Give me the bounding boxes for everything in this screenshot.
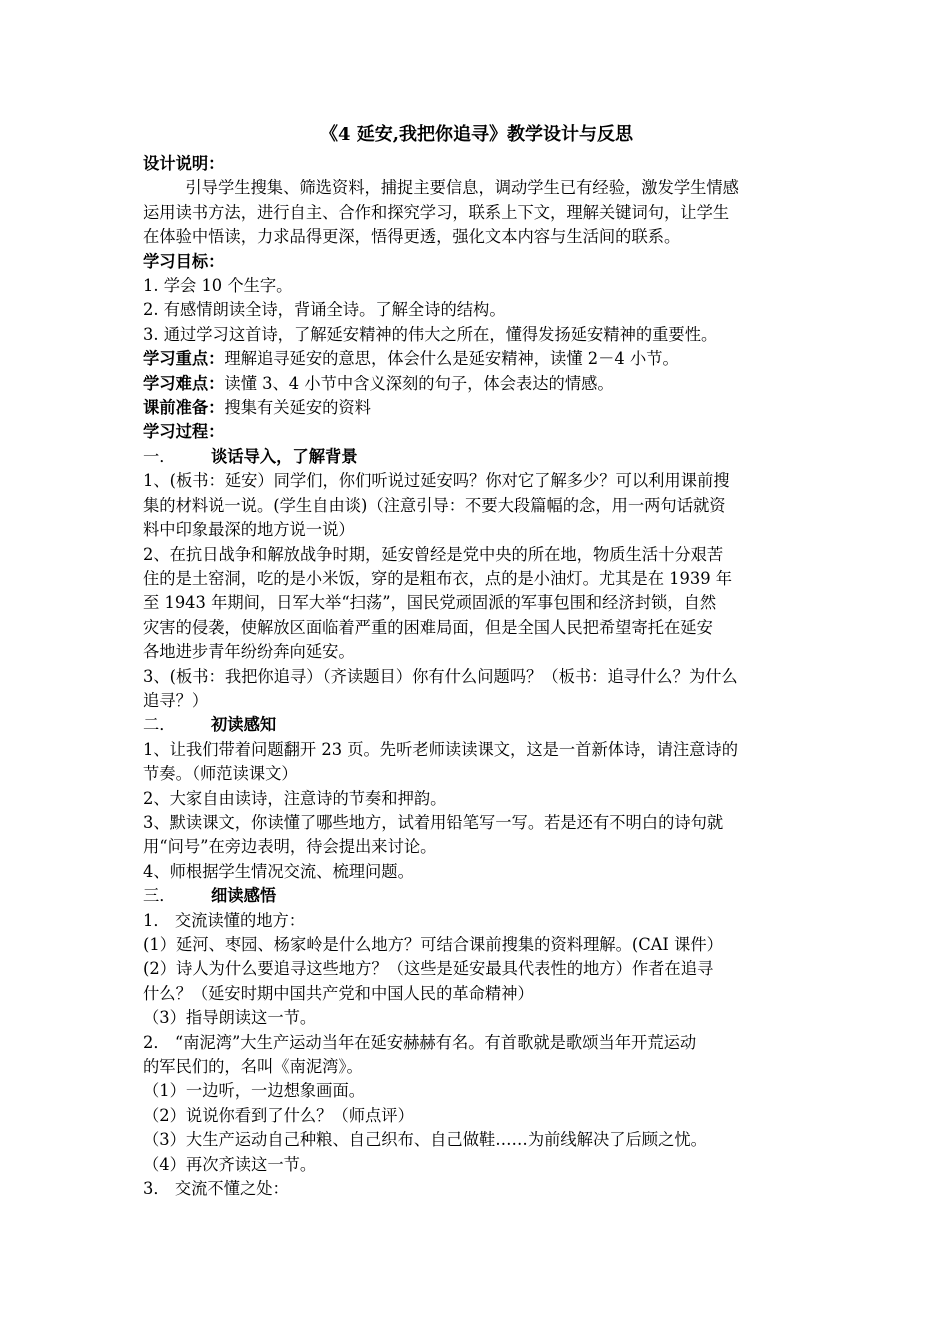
objective-item: 2. 有感情朗读全诗，背诵全诗。了解全诗的结构。 — [143, 300, 506, 320]
paragraph-line: (2）诗人为什么要追寻这些地方？（这些是延安最具代表性的地方）作者在追寻 — [143, 959, 714, 979]
section-number: 三． — [143, 886, 176, 906]
section-title: 初读感知 — [211, 715, 277, 735]
paragraph-line: （4）再次齐读这一节。 — [143, 1154, 317, 1174]
difficulties-label: 学习难点： — [143, 373, 225, 393]
paragraph-line: 至 1943 年期间，日军大举“扫荡”，国民党顽固派的军事包围和经济封锁，自然 — [143, 593, 717, 613]
paragraph-line: 2、在抗日战争和解放战争时期，延安曾经是党中央的所在地，物质生活十分艰苦 — [143, 544, 724, 564]
paragraph-line: 追寻？） — [143, 690, 209, 710]
preparation-text: 搜集有关延安的资料 — [224, 398, 371, 418]
difficulties-text: 读懂 3、4 小节中含义深刻的句子，体会表达的情感。 — [224, 373, 614, 393]
section-heading — [143, 713, 810, 737]
paragraph-line: 灾害的侵袭，使解放区面临着严重的困难局面，但是全国人民把希望寄托在延安 — [143, 617, 713, 637]
paragraph-line: 节奏。（师范读课文） — [143, 764, 298, 784]
paragraph-line: （1）一边听，一边想象画面。 — [143, 1081, 366, 1101]
paragraph-line: 引导学生搜集、筛选资料，捕捉主要信息，调动学生已有经验，激发学生情感 — [185, 178, 739, 198]
preparation-row — [143, 396, 810, 420]
paragraph-line: （3）指导朗读这一节。 — [143, 1008, 317, 1028]
paragraph-line: 在体验中悟读，力求品得更深，悟得更透，强化文本内容与生活间的联系。 — [143, 227, 681, 247]
section-number: 二． — [143, 715, 176, 735]
section-title: 细读感悟 — [211, 886, 277, 906]
paragraph-line: 3、(板书：我把你追寻）（齐读题目）你有什么问题吗？（板书：追寻什么？为什么 — [143, 666, 738, 686]
paragraph-line: 3、默读课文，你读懂了哪些地方，试着用铅笔写一写。若是还有不明白的诗句就 — [143, 812, 724, 832]
key-points-label: 学习重点： — [143, 349, 225, 369]
key-points-row — [143, 347, 810, 371]
objective-item: 1. 学会 10 个生字。 — [143, 276, 293, 296]
paragraph-line: 住的是土窑洞，吃的是小米饭，穿的是粗布衣，点的是小油灯。尤其是在 1939 年 — [143, 568, 733, 588]
objectives-label: 学习目标： — [143, 251, 225, 271]
paragraph-line: 1、让我们带着问题翻开 23 页。先听老师读读课文，这是一首新体诗，请注意诗的 — [143, 739, 738, 759]
difficulties-row — [143, 372, 810, 396]
paragraph-line: 2、大家自由读诗，注意诗的节奏和押韵。 — [143, 788, 447, 808]
paragraph-line: (1）延河、枣园、杨家岭是什么地方？可结合课前搜集的资料理解。(CAI 课件） — [143, 935, 723, 954]
section-title: 谈话导入，了解背景 — [211, 446, 358, 466]
paragraph-line: 3． 交流不懂之处： — [143, 1179, 289, 1199]
paragraph-line: 运用读书方法，进行自主、合作和探究学习，联系上下文，理解关键词句，让学生 — [143, 202, 730, 222]
paragraph-line: （2）说说你看到了什么？（师点评） — [143, 1105, 414, 1125]
objective-item: 3. 通过学习这首诗，了解延安精神的伟大之所在，懂得发扬延安精神的重要性。 — [143, 324, 718, 344]
key-points-text: 理解追寻延安的意思，体会什么是延安精神，读懂 2－4 小节。 — [224, 349, 679, 369]
paragraph-line: 什么？（延安时期中国共产党和中国人民的革命精神） — [143, 983, 534, 1003]
paragraph-line: 4、师根据学生情况交流、梳理问题。 — [143, 861, 414, 881]
preparation-label: 课前准备： — [143, 398, 225, 418]
paragraph-line: 2． “南泥湾”大生产运动当年在延安赫赫有名。有首歌就是歌颂当年开荒运动 — [143, 1032, 697, 1052]
section-heading — [143, 884, 810, 908]
section-number: 一． — [143, 446, 176, 466]
document-title: 《4 延安,我把你追寻》教学设计与反思 — [319, 124, 634, 145]
paragraph-line: 的军民们的，名叫《南泥湾》。 — [143, 1057, 363, 1077]
paragraph-line: 各地进步青年纷纷奔向延安。 — [143, 642, 355, 662]
paragraph-line: 集的材料说一说。(学生自由谈)（注意引导：不要大段篇幅的念，用一两句话就资 — [143, 495, 726, 515]
paragraph-line: 料中印象最深的地方说一说） — [143, 520, 355, 540]
design-note-label: 设计说明： — [143, 154, 225, 173]
paragraph-line: （3）大生产运动自己种粮、自己织布、自己做鞋……为前线解决了后顾之忧。 — [143, 1130, 707, 1150]
section-heading — [143, 445, 810, 469]
paragraph-line: 1． 交流读懂的地方： — [143, 910, 306, 930]
document-body — [143, 120, 810, 1201]
paragraph-line: 用“问号”在旁边表明，待会提出来讨论。 — [143, 837, 437, 857]
process-label: 学习过程： — [143, 422, 225, 442]
paragraph-line: 1、(板书：延安）同学们，你们听说过延安吗？你对它了解多少？可以利用课前搜 — [143, 471, 730, 491]
